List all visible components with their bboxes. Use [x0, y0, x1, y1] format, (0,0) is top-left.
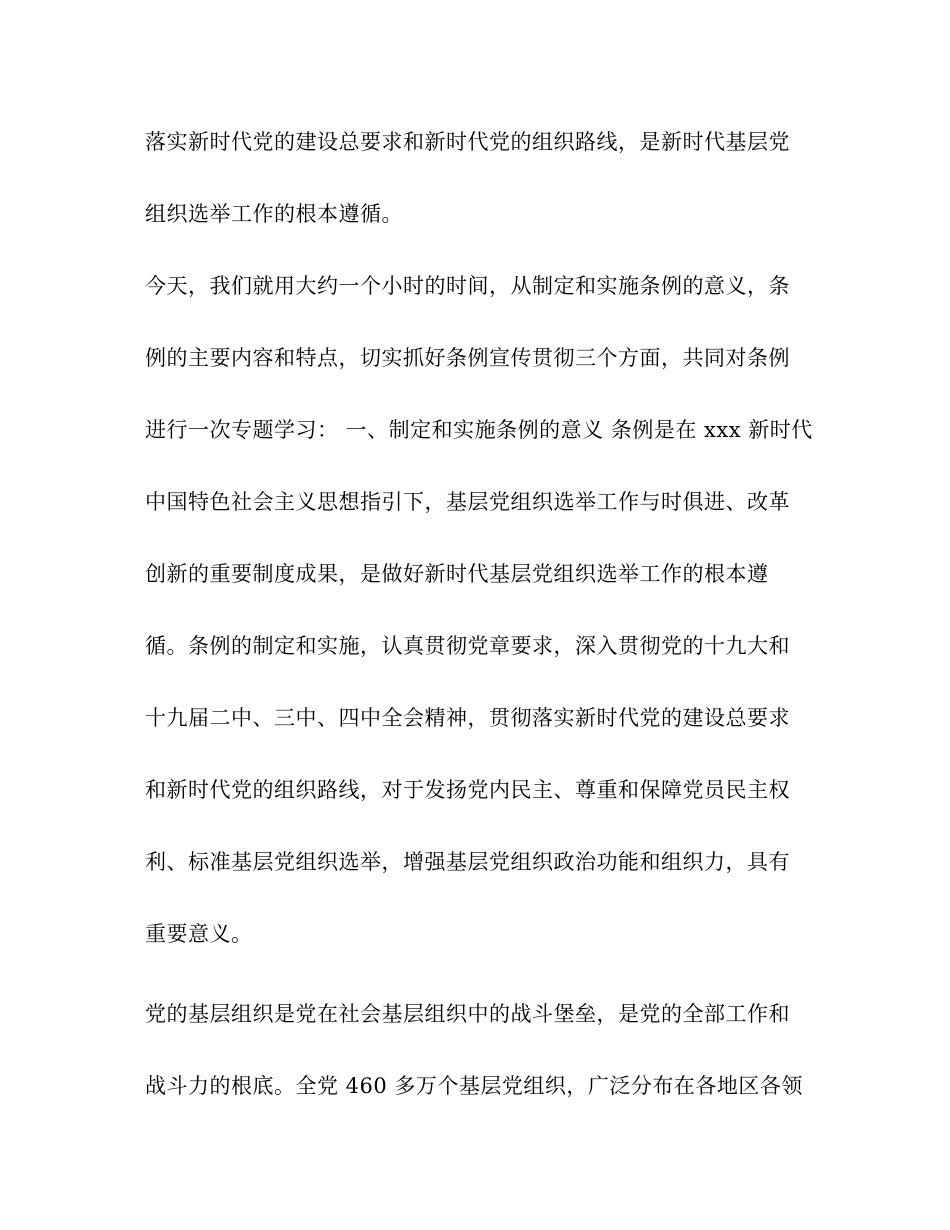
text-line: 循。条例的制定和实施，认真贯彻党章要求，深入贯彻党的十九大和	[145, 634, 790, 658]
text-line: 落实新时代党的建设总要求和新时代党的组织路线，是新时代基层党	[145, 130, 790, 154]
text-line: 利、标准基层党组织选举，增强基层党组织政治功能和组织力，具有	[145, 850, 790, 874]
text-line: 例的主要内容和特点，切实抓好条例宣传贯彻三个方面，共同对条例	[145, 346, 790, 370]
text-line: 进行一次专题学习： 一、制定和实施条例的意义 条例是在 xxx 新时代	[145, 418, 813, 442]
text-line: 今天，我们就用大约一个小时的时间，从制定和实施条例的意义，条	[145, 274, 790, 298]
text-line: 创新的重要制度成果，是做好新时代基层党组织选举工作的根本遵	[145, 562, 769, 586]
text-line: 十九届二中、三中、四中全会精神，贯彻落实新时代党的建设总要求	[145, 706, 790, 730]
text-line: 重要意义。	[145, 922, 253, 946]
text-line: 中国特色社会主义思想指引下，基层党组织选举工作与时俱进、改革	[145, 490, 790, 514]
text-line: 组织选举工作的根本遵循。	[145, 202, 403, 226]
text-line: 和新时代党的组织路线，对于发扬党内民主、尊重和保障党员民主权	[145, 778, 790, 802]
text-line: 战斗力的根底。全党 460 多万个基层党组织，广泛分布在各地区各领	[145, 1074, 803, 1098]
text-line: 党的基层组织是党在社会基层组织中的战斗堡垒，是党的全部工作和	[145, 1002, 790, 1026]
